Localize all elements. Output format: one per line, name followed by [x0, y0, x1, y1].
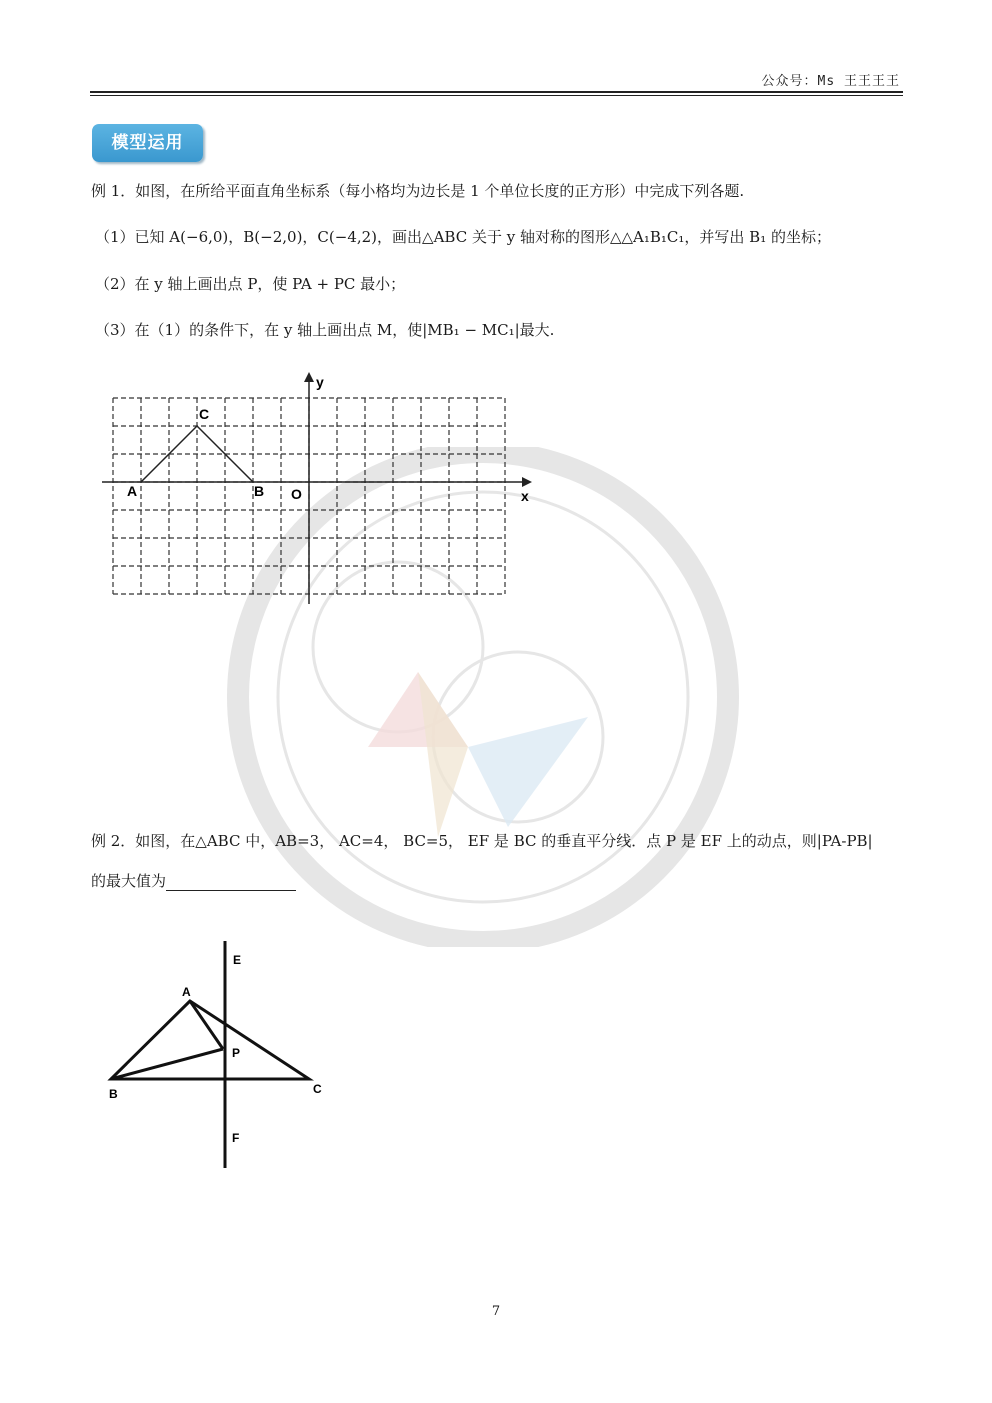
label-c: C — [313, 1082, 322, 1096]
example2-text: 例 2．如图，在△ABC 中，AB=3， AC=4， BC=5， EF 是 BC 的垂直平分线．点 P 是 EF 上的动点，则|PA-PB| — [91, 832, 873, 850]
x-axis-arrow — [522, 477, 532, 487]
example2-answer-prompt: 的最大值为 — [91, 872, 167, 890]
label-f: F — [232, 1131, 240, 1145]
example1-question-3: （3）在（1）的条件下，在 y 轴上画出点 M，使|MB₁ − MC₁|最大. — [95, 321, 555, 339]
label-b: B — [109, 1087, 118, 1101]
label-y: y — [316, 374, 324, 390]
page-number: 7 — [491, 1304, 501, 1319]
header-rule-thin — [90, 95, 903, 96]
header-rule-thick — [90, 91, 903, 93]
example1-question-2: （2）在 y 轴上画出点 P，使 PA + PC 最小； — [95, 275, 406, 293]
triangle-figure — [100, 935, 340, 1175]
example1-question-1: （1）已知 A(−6,0)，B(−2,0)，C(−4,2)，画出△ABC 关于 y 轴对称的图形△△A₁B₁C₁，并写出 B₁ 的坐标； — [95, 228, 831, 246]
label-b: B — [254, 483, 265, 499]
coordinate-grid-figure — [100, 368, 540, 608]
section-tag: 模型运用 — [92, 124, 203, 162]
label-a: A — [127, 483, 138, 499]
label-a: A — [182, 985, 191, 999]
header-account: 公众号：Ms 王王王王 — [761, 74, 900, 89]
label-e: E — [233, 953, 242, 967]
label-o: O — [291, 486, 302, 502]
triangle-abc — [111, 1001, 309, 1079]
label-p: P — [232, 1046, 241, 1060]
answer-blank — [166, 874, 296, 891]
example1-title: 例 1．如图，在所给平面直角坐标系（每小格均为边长是 1 个单位长度的正方形）中完成下列各题. — [91, 182, 745, 200]
y-axis-arrow — [304, 372, 314, 382]
label-c: C — [199, 406, 210, 422]
label-x: x — [521, 488, 529, 504]
segment-ap — [190, 1001, 223, 1049]
example2-text-cont — [91, 870, 296, 891]
